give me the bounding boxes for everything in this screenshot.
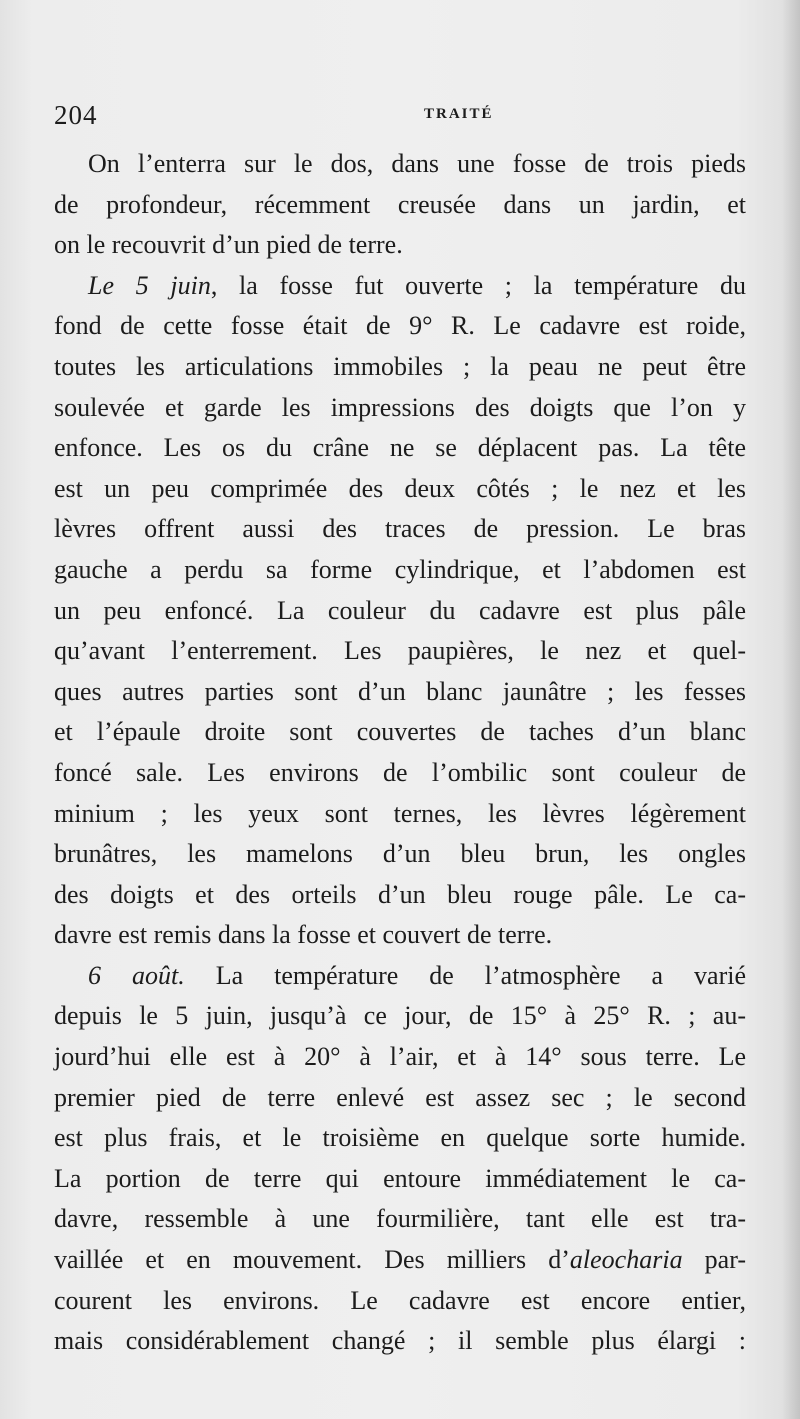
text-line: [54, 794, 746, 835]
text-line: [54, 1037, 746, 1078]
text-line: [54, 266, 746, 307]
line-text: courent les environs. Le cadavre est encore entier,: [54, 1285, 746, 1315]
text-line: [54, 631, 746, 672]
line-text: est un peu comprimée des deux côtés ; le nez et les: [54, 473, 746, 503]
line-text: vaillée et en mouvement. Des milliers d’: [54, 1245, 570, 1275]
line-text: qu’avant l’enterrement. Les paupières, le nez et quel-: [54, 636, 746, 666]
line-text: gauche a perdu sa forme cylindrique, et l’abdomen est: [54, 554, 746, 584]
text-line: [54, 347, 746, 388]
text-line: [54, 591, 746, 632]
line-text: davre est remis dans la fosse et couvert de terre.: [54, 920, 553, 950]
line-text: des doigts et des orteils d’un bleu rouge pâle. Le ca-: [54, 879, 746, 909]
line-text: mais considérablement changé ; il semble plus élargi :: [54, 1326, 746, 1356]
line-text: On l’enterra sur le dos, dans une fosse de trois pieds: [88, 149, 746, 178]
line-text: davre, ressemble à une fourmilière, tant elle est tra-: [54, 1204, 746, 1234]
line-text: foncé sale. Les environs de l’ombilic sont couleur de: [54, 757, 746, 787]
text-line: [54, 144, 746, 185]
text-line: [54, 1159, 746, 1200]
line-text: et l’épaule droite sont couvertes de taches d’un blanc: [54, 717, 746, 747]
text-line: [54, 550, 746, 591]
text-line: [54, 1199, 746, 1240]
line-text: minium ; les yeux sont ternes, les lèvres légèrement: [54, 798, 746, 828]
line-text: La portion de terre qui entoure immédiatement le ca-: [54, 1163, 746, 1193]
line-text: est plus frais, et le troisième en quelque sorte humide.: [54, 1123, 746, 1153]
text-line: [54, 388, 746, 429]
line-text: soulevée et garde les impressions des doigts que l’on y: [54, 392, 746, 422]
line-text: , la fosse fut ouverte ; la température du: [210, 270, 746, 300]
italic-text: Le 5 juin: [88, 270, 211, 300]
text-line: [54, 875, 746, 916]
line-text: brunâtres, les mamelons d’un bleu brun, les ongles: [54, 839, 746, 869]
line-text: on le recouvrit d’un pied de terre.: [54, 230, 403, 260]
italic-text: 6 août.: [88, 960, 185, 990]
text-line: [54, 712, 746, 753]
line-text: fond de cette fosse était de 9° R. Le cadavre est roide,: [54, 311, 746, 341]
text-line: [54, 185, 746, 226]
text-line: [54, 306, 746, 347]
page-edge-shadow: [782, 0, 800, 1419]
line-text: enfonce. Les os du crâne ne se déplacent pas. La tête: [54, 433, 746, 463]
text-line: [54, 469, 746, 510]
text-line: [54, 915, 746, 956]
line-text: lèvres offrent aussi des traces de pression. Le bras: [54, 514, 746, 544]
page-number: 204: [54, 100, 98, 130]
text-line: [54, 1240, 746, 1281]
italic-text: aleocharia: [569, 1245, 683, 1275]
text-line: [54, 753, 746, 794]
text-line: [54, 1078, 746, 1119]
text-line: [54, 428, 746, 469]
text-line: [54, 509, 746, 550]
line-text: depuis le 5 juin, jusqu’à ce jour, de 15° à 25° R. ; au-: [54, 1001, 746, 1031]
line-text: ques autres parties sont d’un blanc jaunâtre ; les fesses: [54, 676, 746, 706]
line-text: de profondeur, récemment creusée dans un jardin, et: [54, 189, 746, 219]
text-line: [54, 1118, 746, 1159]
page-header: [54, 100, 744, 130]
text-line: [54, 956, 746, 997]
line-text-end: par-: [682, 1245, 747, 1275]
text-line: [54, 834, 746, 875]
text-line: [54, 1321, 746, 1362]
line-text: La température de l’atmosphère a varié: [184, 960, 746, 990]
line-text: premier pied de terre enlevé est assez sec ; le second: [54, 1082, 746, 1112]
text-line: [54, 672, 746, 713]
line-text: jourd’hui elle est à 20° à l’air, et à 14° sous terre. Le: [54, 1042, 746, 1072]
body-text: [54, 144, 746, 1362]
running-head: TRAITÉ: [424, 106, 494, 122]
line-text: un peu enfoncé. La couleur du cadavre est plus pâle: [54, 595, 746, 625]
line-text: toutes les articulations immobiles ; la peau ne peut être: [54, 351, 746, 381]
text-line: [54, 1281, 746, 1322]
text-line: [54, 996, 746, 1037]
text-line: [54, 225, 746, 266]
